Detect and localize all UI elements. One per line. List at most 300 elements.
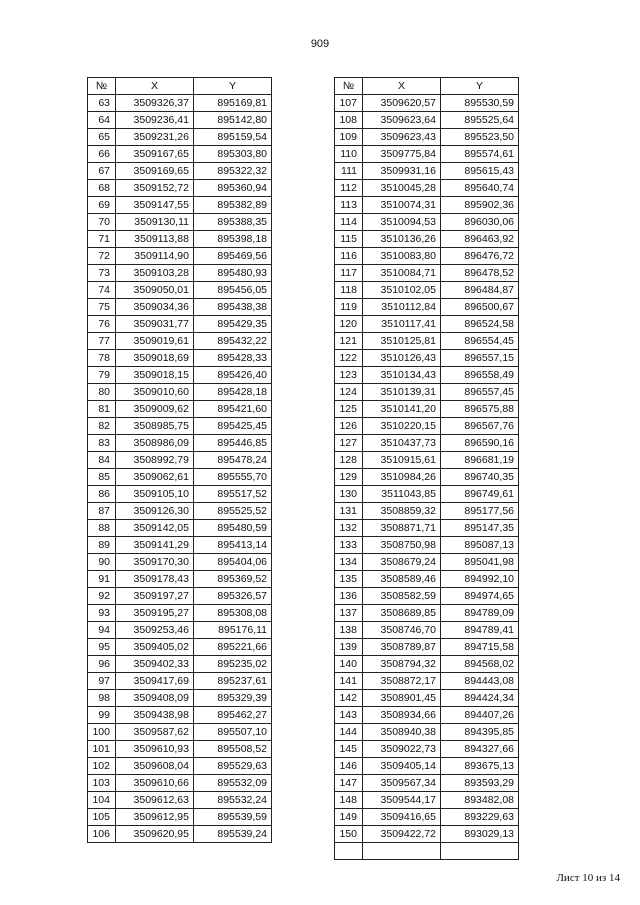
coordinates-table-right: [334, 77, 519, 860]
y-coordinate-cell: 895426,40: [194, 367, 272, 384]
table-row: [88, 435, 272, 452]
point-number-cell: 133: [335, 537, 363, 554]
point-number-cell: 112: [335, 180, 363, 197]
point-number-cell: 91: [88, 571, 116, 588]
table-row: [335, 231, 519, 248]
table-row: [88, 163, 272, 180]
x-coordinate-cell: 3510136,26: [363, 231, 441, 248]
table-row: [335, 537, 519, 554]
x-coordinate-cell: 3509326,37: [116, 95, 194, 112]
x-coordinate-cell: 3509141,29: [116, 537, 194, 554]
table-row: [335, 826, 519, 843]
column-header-y: Y: [441, 78, 519, 95]
x-coordinate-cell: 3510112,84: [363, 299, 441, 316]
x-coordinate-cell: 3510915,61: [363, 452, 441, 469]
table-row: [335, 129, 519, 146]
point-number-cell: 136: [335, 588, 363, 605]
table-row: [88, 282, 272, 299]
table-row: [88, 265, 272, 282]
x-coordinate-cell: 3509931,16: [363, 163, 441, 180]
x-coordinate-cell: 3509623,64: [363, 112, 441, 129]
x-coordinate-cell: 3509402,33: [116, 656, 194, 673]
empty-row: [335, 843, 519, 860]
y-coordinate-cell: 895421,60: [194, 401, 272, 418]
point-number-cell: 93: [88, 605, 116, 622]
y-coordinate-cell: 895525,52: [194, 503, 272, 520]
table-row: [88, 95, 272, 112]
y-coordinate-cell: 895555,70: [194, 469, 272, 486]
x-coordinate-cell: 3509195,27: [116, 605, 194, 622]
table-row: [335, 367, 519, 384]
x-coordinate-cell: 3509178,43: [116, 571, 194, 588]
x-coordinate-cell: 3510125,81: [363, 333, 441, 350]
table-row: [335, 401, 519, 418]
y-coordinate-cell: 896463,92: [441, 231, 519, 248]
y-coordinate-cell: 896575,88: [441, 401, 519, 418]
table-row: [335, 707, 519, 724]
x-coordinate-cell: 3509405,14: [363, 758, 441, 775]
y-coordinate-cell: 895462,27: [194, 707, 272, 724]
x-coordinate-cell: 3509610,66: [116, 775, 194, 792]
point-number-cell: 98: [88, 690, 116, 707]
point-number-cell: 116: [335, 248, 363, 265]
x-coordinate-cell: 3510083,80: [363, 248, 441, 265]
point-number-cell: 130: [335, 486, 363, 503]
y-coordinate-cell: 896740,35: [441, 469, 519, 486]
table-row: [335, 197, 519, 214]
y-coordinate-cell: 895425,45: [194, 418, 272, 435]
table-row: [335, 452, 519, 469]
table-row: [88, 707, 272, 724]
x-coordinate-cell: 3510094,53: [363, 214, 441, 231]
point-number-cell: 109: [335, 129, 363, 146]
x-coordinate-cell: 3509114,90: [116, 248, 194, 265]
x-coordinate-cell: 3508679,24: [363, 554, 441, 571]
point-number-cell: 146: [335, 758, 363, 775]
point-number-cell: 99: [88, 707, 116, 724]
x-coordinate-cell: 3509034,36: [116, 299, 194, 316]
table-row: [88, 469, 272, 486]
column-header-number: №: [88, 78, 116, 95]
y-coordinate-cell: 895902,36: [441, 197, 519, 214]
x-coordinate-cell: 3509620,95: [116, 826, 194, 843]
y-coordinate-cell: 895237,61: [194, 673, 272, 690]
point-number-cell: 140: [335, 656, 363, 673]
y-coordinate-cell: 895041,98: [441, 554, 519, 571]
y-coordinate-cell: 895382,89: [194, 197, 272, 214]
x-coordinate-cell: 3509022,73: [363, 741, 441, 758]
x-coordinate-cell: 3508871,71: [363, 520, 441, 537]
x-coordinate-cell: 3509152,72: [116, 180, 194, 197]
table-row: [335, 724, 519, 741]
y-coordinate-cell: 893593,29: [441, 775, 519, 792]
point-number-cell: 104: [88, 792, 116, 809]
table-row: [88, 146, 272, 163]
x-coordinate-cell: 3508901,45: [363, 690, 441, 707]
y-coordinate-cell: 893675,13: [441, 758, 519, 775]
table-row: [335, 384, 519, 401]
y-coordinate-cell: 895615,43: [441, 163, 519, 180]
y-coordinate-cell: 895539,59: [194, 809, 272, 826]
point-number-cell: 65: [88, 129, 116, 146]
y-coordinate-cell: 896567,76: [441, 418, 519, 435]
y-coordinate-cell: 896478,52: [441, 265, 519, 282]
x-coordinate-cell: 3511043,85: [363, 486, 441, 503]
y-coordinate-cell: 895308,08: [194, 605, 272, 622]
y-coordinate-cell: 896476,72: [441, 248, 519, 265]
table-row: [335, 622, 519, 639]
x-coordinate-cell: 3509050,01: [116, 282, 194, 299]
y-coordinate-cell: 895147,35: [441, 520, 519, 537]
x-coordinate-cell: 3509009,62: [116, 401, 194, 418]
table-header-row: [88, 78, 272, 95]
point-number-cell: 142: [335, 690, 363, 707]
y-coordinate-cell: 895142,80: [194, 112, 272, 129]
table-row: [335, 690, 519, 707]
table-row: [88, 231, 272, 248]
y-coordinate-cell: 894424,34: [441, 690, 519, 707]
point-number-cell: 128: [335, 452, 363, 469]
table-row: [88, 741, 272, 758]
point-number-cell: 147: [335, 775, 363, 792]
x-coordinate-cell: 3508589,46: [363, 571, 441, 588]
y-coordinate-cell: 895507,10: [194, 724, 272, 741]
table-row: [335, 163, 519, 180]
table-row: [88, 180, 272, 197]
point-number-cell: 94: [88, 622, 116, 639]
y-coordinate-cell: 895429,35: [194, 316, 272, 333]
y-coordinate-cell: 893029,13: [441, 826, 519, 843]
sheet-footer: Лист 10 из 14: [556, 872, 620, 884]
y-coordinate-cell: 895326,57: [194, 588, 272, 605]
table-row: [335, 248, 519, 265]
table-row: [335, 775, 519, 792]
y-coordinate-cell: 895525,64: [441, 112, 519, 129]
point-number-cell: 85: [88, 469, 116, 486]
point-number-cell: 131: [335, 503, 363, 520]
y-coordinate-cell: 895530,59: [441, 95, 519, 112]
point-number-cell: 67: [88, 163, 116, 180]
x-coordinate-cell: 3509231,26: [116, 129, 194, 146]
table-row: [335, 588, 519, 605]
table-row: [88, 554, 272, 571]
x-coordinate-cell: 3509062,61: [116, 469, 194, 486]
point-number-cell: 73: [88, 265, 116, 282]
x-coordinate-cell: 3509197,27: [116, 588, 194, 605]
x-coordinate-cell: 3510074,31: [363, 197, 441, 214]
y-coordinate-cell: 896500,67: [441, 299, 519, 316]
y-coordinate-cell: 894568,02: [441, 656, 519, 673]
point-number-cell: 138: [335, 622, 363, 639]
table-row: [335, 265, 519, 282]
x-coordinate-cell: 3508789,87: [363, 639, 441, 656]
table-row: [88, 690, 272, 707]
empty-cell: [441, 843, 519, 860]
point-number-cell: 132: [335, 520, 363, 537]
table-row: [335, 112, 519, 129]
point-number-cell: 92: [88, 588, 116, 605]
x-coordinate-cell: 3509405,02: [116, 639, 194, 656]
y-coordinate-cell: 894789,09: [441, 605, 519, 622]
table-row: [335, 758, 519, 775]
y-coordinate-cell: 895221,66: [194, 639, 272, 656]
point-number-cell: 88: [88, 520, 116, 537]
x-coordinate-cell: 3510437,73: [363, 435, 441, 452]
x-coordinate-cell: 3509010,60: [116, 384, 194, 401]
y-coordinate-cell: 894407,26: [441, 707, 519, 724]
point-number-cell: 119: [335, 299, 363, 316]
table-row: [335, 180, 519, 197]
point-number-cell: 75: [88, 299, 116, 316]
y-coordinate-cell: 896484,87: [441, 282, 519, 299]
table-row: [335, 95, 519, 112]
x-coordinate-cell: 3509018,69: [116, 350, 194, 367]
x-coordinate-cell: 3510126,43: [363, 350, 441, 367]
table-row: [88, 214, 272, 231]
point-number-cell: 135: [335, 571, 363, 588]
point-number-cell: 149: [335, 809, 363, 826]
point-number-cell: 69: [88, 197, 116, 214]
y-coordinate-cell: 895329,39: [194, 690, 272, 707]
x-coordinate-cell: 3509587,62: [116, 724, 194, 741]
point-number-cell: 113: [335, 197, 363, 214]
table-row: [335, 146, 519, 163]
x-coordinate-cell: 3508872,17: [363, 673, 441, 690]
y-coordinate-cell: 896554,45: [441, 333, 519, 350]
coordinates-table-left: [87, 77, 272, 843]
table-row: [88, 622, 272, 639]
x-coordinate-cell: 3508689,85: [363, 605, 441, 622]
point-number-cell: 122: [335, 350, 363, 367]
table-row: [88, 656, 272, 673]
x-coordinate-cell: 3508940,38: [363, 724, 441, 741]
table-row: [335, 656, 519, 673]
table-row: [335, 333, 519, 350]
y-coordinate-cell: 896557,15: [441, 350, 519, 367]
table-row: [88, 724, 272, 741]
point-number-cell: 110: [335, 146, 363, 163]
point-number-cell: 105: [88, 809, 116, 826]
table-row: [335, 282, 519, 299]
table-row: [335, 673, 519, 690]
y-coordinate-cell: 894715,58: [441, 639, 519, 656]
page-number: 909: [310, 38, 330, 50]
table-row: [88, 333, 272, 350]
x-coordinate-cell: 3509169,65: [116, 163, 194, 180]
x-coordinate-cell: 3509018,15: [116, 367, 194, 384]
x-coordinate-cell: 3510134,43: [363, 367, 441, 384]
y-coordinate-cell: 895480,93: [194, 265, 272, 282]
y-coordinate-cell: 895478,24: [194, 452, 272, 469]
column-header-x: X: [116, 78, 194, 95]
y-coordinate-cell: 895532,09: [194, 775, 272, 792]
point-number-cell: 103: [88, 775, 116, 792]
y-coordinate-cell: 895438,38: [194, 299, 272, 316]
x-coordinate-cell: 3508985,75: [116, 418, 194, 435]
y-coordinate-cell: 895087,13: [441, 537, 519, 554]
table-row: [88, 758, 272, 775]
table-row: [88, 605, 272, 622]
y-coordinate-cell: 893229,63: [441, 809, 519, 826]
x-coordinate-cell: 3509608,04: [116, 758, 194, 775]
point-number-cell: 134: [335, 554, 363, 571]
x-coordinate-cell: 3509130,11: [116, 214, 194, 231]
point-number-cell: 82: [88, 418, 116, 435]
point-number-cell: 115: [335, 231, 363, 248]
point-number-cell: 81: [88, 401, 116, 418]
y-coordinate-cell: 895428,18: [194, 384, 272, 401]
point-number-cell: 129: [335, 469, 363, 486]
point-number-cell: 90: [88, 554, 116, 571]
x-coordinate-cell: 3510117,41: [363, 316, 441, 333]
x-coordinate-cell: 3510220,15: [363, 418, 441, 435]
table-row: [335, 809, 519, 826]
y-coordinate-cell: 896557,45: [441, 384, 519, 401]
point-number-cell: 120: [335, 316, 363, 333]
point-number-cell: 77: [88, 333, 116, 350]
table-row: [88, 197, 272, 214]
table-row: [88, 316, 272, 333]
point-number-cell: 74: [88, 282, 116, 299]
point-number-cell: 83: [88, 435, 116, 452]
x-coordinate-cell: 3509544,17: [363, 792, 441, 809]
table-row: [335, 299, 519, 316]
table-row: [88, 826, 272, 843]
y-coordinate-cell: 895159,54: [194, 129, 272, 146]
empty-cell: [363, 843, 441, 860]
point-number-cell: 102: [88, 758, 116, 775]
point-number-cell: 87: [88, 503, 116, 520]
x-coordinate-cell: 3508746,70: [363, 622, 441, 639]
x-coordinate-cell: 3509167,65: [116, 146, 194, 163]
empty-cell: [335, 843, 363, 860]
y-coordinate-cell: 896524,58: [441, 316, 519, 333]
y-coordinate-cell: 895322,32: [194, 163, 272, 180]
point-number-cell: 84: [88, 452, 116, 469]
table-row: [88, 452, 272, 469]
point-number-cell: 121: [335, 333, 363, 350]
x-coordinate-cell: 3508992,79: [116, 452, 194, 469]
point-number-cell: 72: [88, 248, 116, 265]
x-coordinate-cell: 3508986,09: [116, 435, 194, 452]
x-coordinate-cell: 3509567,34: [363, 775, 441, 792]
y-coordinate-cell: 895480,59: [194, 520, 272, 537]
x-coordinate-cell: 3508750,98: [363, 537, 441, 554]
table-row: [88, 792, 272, 809]
x-coordinate-cell: 3509105,10: [116, 486, 194, 503]
column-header-x: X: [363, 78, 441, 95]
y-coordinate-cell: 895529,63: [194, 758, 272, 775]
point-number-cell: 108: [335, 112, 363, 129]
point-number-cell: 71: [88, 231, 116, 248]
table-row: [88, 248, 272, 265]
y-coordinate-cell: 893482,08: [441, 792, 519, 809]
table-row: [88, 418, 272, 435]
x-coordinate-cell: 3509170,30: [116, 554, 194, 571]
table-row: [88, 537, 272, 554]
y-coordinate-cell: 895446,85: [194, 435, 272, 452]
table-row: [88, 775, 272, 792]
point-number-cell: 106: [88, 826, 116, 843]
x-coordinate-cell: 3509142,05: [116, 520, 194, 537]
x-coordinate-cell: 3509236,41: [116, 112, 194, 129]
table-row: [335, 639, 519, 656]
y-coordinate-cell: 894992,10: [441, 571, 519, 588]
x-coordinate-cell: 3508582,59: [363, 588, 441, 605]
point-number-cell: 139: [335, 639, 363, 656]
point-number-cell: 141: [335, 673, 363, 690]
y-coordinate-cell: 895413,14: [194, 537, 272, 554]
y-coordinate-cell: 895404,06: [194, 554, 272, 571]
point-number-cell: 63: [88, 95, 116, 112]
x-coordinate-cell: 3509610,93: [116, 741, 194, 758]
point-number-cell: 100: [88, 724, 116, 741]
x-coordinate-cell: 3509612,63: [116, 792, 194, 809]
y-coordinate-cell: 895428,33: [194, 350, 272, 367]
y-coordinate-cell: 895369,52: [194, 571, 272, 588]
table-row: [88, 367, 272, 384]
point-number-cell: 89: [88, 537, 116, 554]
point-number-cell: 117: [335, 265, 363, 282]
table-row: [335, 792, 519, 809]
y-coordinate-cell: 896749,61: [441, 486, 519, 503]
point-number-cell: 70: [88, 214, 116, 231]
x-coordinate-cell: 3510984,26: [363, 469, 441, 486]
table-row: [88, 384, 272, 401]
x-coordinate-cell: 3509612,95: [116, 809, 194, 826]
table-row: [88, 588, 272, 605]
point-number-cell: 86: [88, 486, 116, 503]
y-coordinate-cell: 895360,94: [194, 180, 272, 197]
table-row: [335, 214, 519, 231]
x-coordinate-cell: 3508794,32: [363, 656, 441, 673]
y-coordinate-cell: 895517,52: [194, 486, 272, 503]
point-number-cell: 126: [335, 418, 363, 435]
table-row: [88, 112, 272, 129]
table-header-row: [335, 78, 519, 95]
table-row: [88, 520, 272, 537]
point-number-cell: 144: [335, 724, 363, 741]
point-number-cell: 78: [88, 350, 116, 367]
x-coordinate-cell: 3509103,28: [116, 265, 194, 282]
point-number-cell: 143: [335, 707, 363, 724]
x-coordinate-cell: 3510045,28: [363, 180, 441, 197]
y-coordinate-cell: 895539,24: [194, 826, 272, 843]
y-coordinate-cell: 895388,35: [194, 214, 272, 231]
table-row: [335, 554, 519, 571]
y-coordinate-cell: 895640,74: [441, 180, 519, 197]
table-row: [335, 605, 519, 622]
x-coordinate-cell: 3509408,09: [116, 690, 194, 707]
point-number-cell: 118: [335, 282, 363, 299]
table-row: [335, 571, 519, 588]
table-row: [88, 503, 272, 520]
table-row: [335, 435, 519, 452]
y-coordinate-cell: 896590,16: [441, 435, 519, 452]
y-coordinate-cell: 894789,41: [441, 622, 519, 639]
x-coordinate-cell: 3509623,43: [363, 129, 441, 146]
table-row: [88, 350, 272, 367]
x-coordinate-cell: 3509031,77: [116, 316, 194, 333]
table-row: [88, 299, 272, 316]
point-number-cell: 97: [88, 673, 116, 690]
point-number-cell: 101: [88, 741, 116, 758]
point-number-cell: 148: [335, 792, 363, 809]
y-coordinate-cell: 896681,19: [441, 452, 519, 469]
table-row: [335, 316, 519, 333]
y-coordinate-cell: 895169,81: [194, 95, 272, 112]
point-number-cell: 80: [88, 384, 116, 401]
